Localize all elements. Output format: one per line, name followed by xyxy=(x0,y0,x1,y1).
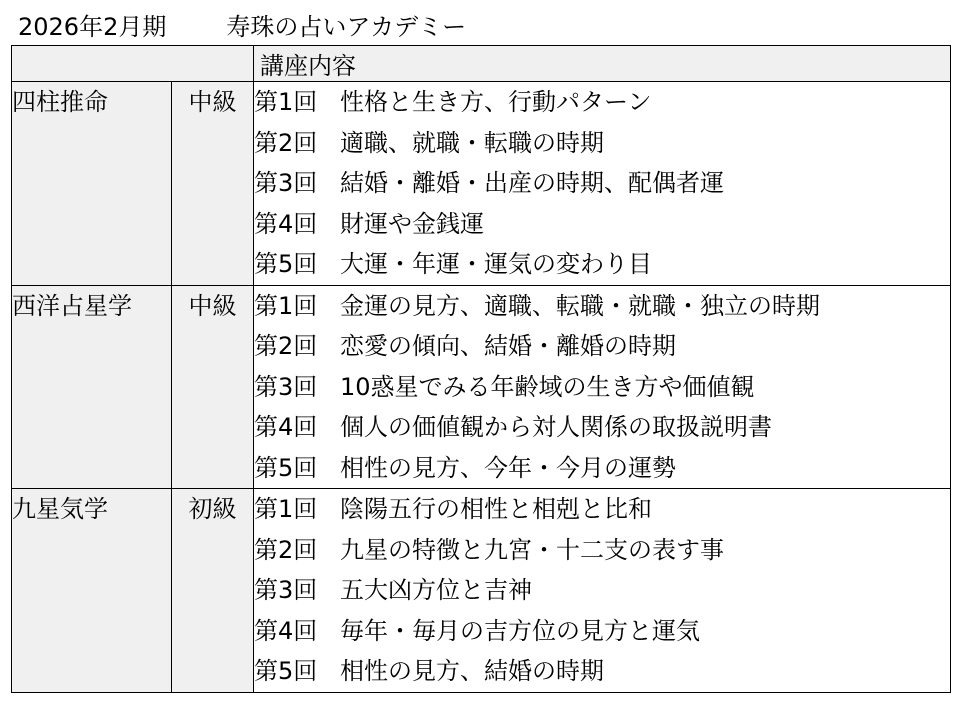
lesson-item xyxy=(254,326,950,367)
level-label: 初級 xyxy=(188,495,237,523)
lesson-number: 第5回 xyxy=(254,250,318,278)
lesson-title: 個人の価値観から対人関係の取扱説明書 xyxy=(340,413,772,441)
lesson-title: 10惑星でみる年齢域の生き方や価値観 xyxy=(340,372,755,401)
lesson-title: 適職、就職・転職の時期 xyxy=(340,128,604,157)
lesson-item xyxy=(254,651,950,692)
lesson-item xyxy=(254,407,950,448)
lesson-title: 毎年・毎月の吉方位の見方と運気 xyxy=(340,616,700,645)
lesson-item xyxy=(254,286,950,327)
table-header-row xyxy=(12,46,951,82)
lesson-item xyxy=(254,367,950,408)
lessons-cell xyxy=(254,285,951,489)
lesson-number: 第2回 xyxy=(254,332,318,360)
document-title xyxy=(18,6,466,42)
lesson-number: 第3回 xyxy=(254,576,318,604)
level-label: 中級 xyxy=(188,291,237,320)
lesson-title: 財運や金銭運 xyxy=(340,209,484,238)
lesson-title: 金運の見方、適職、転職・就職・独立の時期 xyxy=(340,291,820,320)
lesson-number: 第5回 xyxy=(254,657,318,685)
lesson-title: 相性の見方、今年・今月の運勢 xyxy=(340,453,676,482)
lesson-number: 第1回 xyxy=(254,291,318,320)
lesson-item xyxy=(254,204,950,245)
lessons-cell xyxy=(254,489,951,693)
lesson-title: 性格と生き方、行動パターン xyxy=(340,88,652,116)
lesson-number: 第2回 xyxy=(254,128,318,157)
course-row xyxy=(12,82,951,286)
lessons-cell xyxy=(254,82,951,286)
course-row xyxy=(12,489,951,693)
subject-cell xyxy=(12,82,172,286)
lesson-title: 陰陽五行の相性と相剋と比和 xyxy=(340,495,652,523)
lesson-item xyxy=(254,123,950,164)
lesson-item xyxy=(254,570,950,611)
subject-name: 西洋占星学 xyxy=(12,291,132,320)
lesson-item xyxy=(254,244,950,285)
header-label: 講座内容 xyxy=(260,52,356,80)
lesson-number: 第3回 xyxy=(254,372,318,401)
lesson-item xyxy=(254,82,950,123)
header-blank-cell xyxy=(12,46,254,82)
lesson-number: 第5回 xyxy=(254,453,318,482)
lesson-item xyxy=(254,448,950,489)
level-cell xyxy=(172,489,254,693)
course-body xyxy=(12,82,951,693)
lesson-number: 第4回 xyxy=(254,209,318,238)
lesson-number: 第3回 xyxy=(254,169,318,197)
subject-cell xyxy=(12,285,172,489)
academy-name: 寿珠の占いアカデミー xyxy=(226,12,467,41)
lesson-number: 第2回 xyxy=(254,535,318,564)
lesson-item xyxy=(254,163,950,204)
subject-name: 九星気学 xyxy=(12,495,108,523)
course-row xyxy=(12,285,951,489)
course-table xyxy=(11,45,951,693)
lesson-title: 九星の特徴と九宮・十二支の表す事 xyxy=(340,535,724,564)
lesson-title: 恋愛の傾向、結婚・離婚の時期 xyxy=(340,332,676,360)
lesson-title: 五大凶方位と吉神 xyxy=(340,576,532,604)
level-label: 中級 xyxy=(188,88,237,116)
header-cell xyxy=(254,46,951,82)
subject-cell xyxy=(12,489,172,693)
lesson-number: 第4回 xyxy=(254,616,318,645)
lesson-title: 大運・年運・運気の変わり目 xyxy=(340,250,652,278)
lesson-title: 結婚・離婚・出産の時期、配偶者運 xyxy=(340,169,724,197)
lesson-title: 相性の見方、結婚の時期 xyxy=(340,657,604,685)
period-label: 2026年2月期 xyxy=(18,12,167,41)
lesson-number: 第1回 xyxy=(254,495,318,523)
level-cell xyxy=(172,285,254,489)
level-cell xyxy=(172,82,254,286)
subject-name: 四柱推命 xyxy=(12,88,108,116)
lesson-number: 第1回 xyxy=(254,88,318,116)
lesson-item xyxy=(254,489,950,530)
lesson-item xyxy=(254,611,950,652)
lesson-number: 第4回 xyxy=(254,413,318,441)
lesson-item xyxy=(254,530,950,571)
